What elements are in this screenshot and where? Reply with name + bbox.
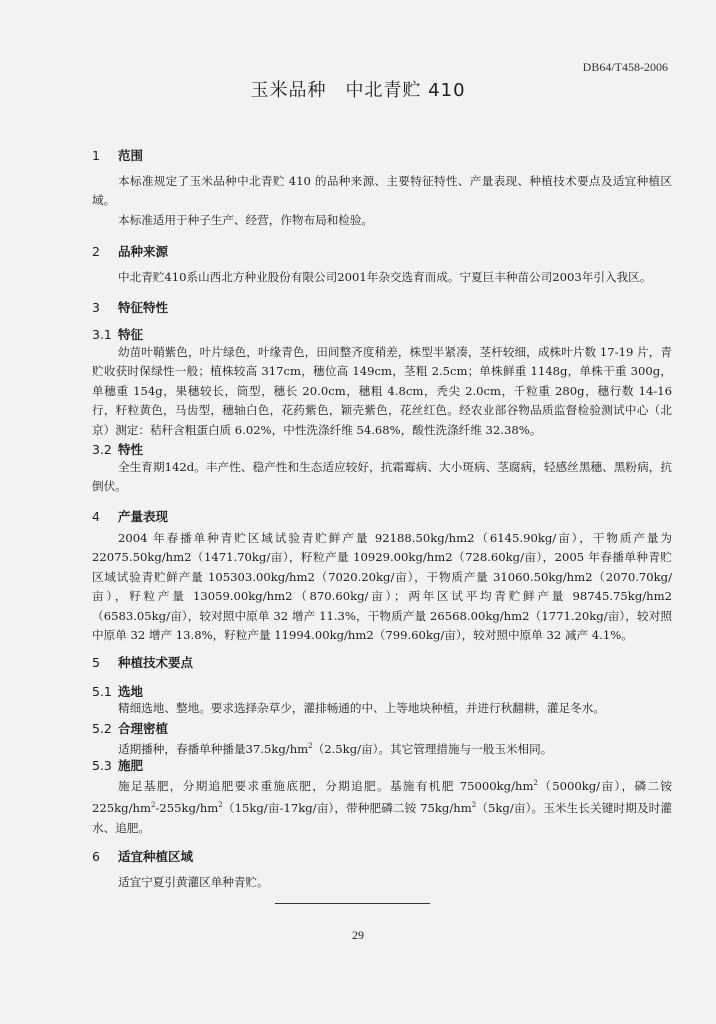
section-3-1-heading — [92, 325, 143, 343]
subsection-title: 施肥 — [118, 758, 144, 773]
section-5-1-paragraph: 精细选地、整地。要求选择杂草少，灌排畅通的中、上等地块种植，并进行秋翻耕，灌足冬水。 — [118, 701, 605, 715]
section-5-2-paragraph — [92, 737, 672, 759]
text-run: （5000kg/亩），磷二铵 225kg/hm — [92, 779, 672, 816]
superscript: 2 — [218, 801, 223, 810]
document-code: DB64/T458-2006 — [582, 60, 668, 74]
section-title: 种植技术要点 — [118, 655, 194, 670]
text-run: 施足基肥，分期追肥要求重施底肥，分期追肥。基施有机肥 75000kg/hm — [118, 779, 534, 793]
section-5-3-heading — [92, 756, 143, 774]
text-run: -255kg/hm — [155, 801, 219, 816]
section-1-heading — [92, 146, 143, 164]
subsection-title: 合理密植 — [118, 721, 169, 736]
section-6-heading — [92, 847, 193, 865]
section-number: 1 — [92, 148, 100, 163]
subsection-title: 特征 — [118, 327, 144, 342]
page-number: 29 — [352, 928, 364, 942]
subsection-number: 5.2 — [92, 721, 112, 736]
section-3-2-heading — [92, 440, 143, 458]
section-title: 品种来源 — [118, 244, 169, 259]
section-4-paragraph: 2004 年春播单种青贮区域试验青贮鲜产量 92188.50kg/hm2（6145.90kg/亩），干物质产量为 22075.50kg/hm2（1471.70kg/亩），籽粒产量 10929.00kg/hm2（728.60kg/亩），2005 年春播单种青贮区域试验青贮鲜产量 105303.00kg/hm2（7020.20kg/亩），干物质产量 31060.50kg/hm2（2070.70kg/亩），籽粒产量 13059.00kg/hm2（870.60kg/亩）；两年区试平均青贮鲜产量 98745.75kg/hm2（6583.05kg/亩），较对照中原单 32 增产 11.3%，干物质产量 26568.00kg/hm2（1771.20kg/亩），较对照中原单 32 增产 13.8%，籽粒产量 11994.00kg/hm2（799.60kg/亩），较对照中原单 32 减产 4.1%。 — [92, 531, 672, 643]
section-5-heading — [92, 653, 193, 671]
subsection-title: 特性 — [118, 442, 144, 457]
section-1-paragraph-2: 本标准适用于种子生产、经营，作物布局和检验。 — [118, 213, 374, 227]
section-2-paragraph: 中北青贮410系山西北方种业股份有限公司2001年杂交选育而成。宁夏巨丰种苗公司2003年引入我区。 — [118, 270, 652, 284]
section-5-3-paragraph — [92, 774, 672, 838]
subsection-number: 5.1 — [92, 684, 112, 699]
section-6-paragraph: 适宜宁夏引黄灌区单种青贮。 — [118, 875, 269, 889]
section-number: 2 — [92, 244, 100, 259]
section-5-2-heading — [92, 719, 168, 737]
text-run: （15kg/亩-17kg/亩），带种肥磷二铵 75kg/hm — [222, 801, 472, 816]
section-title: 适宜种植区域 — [118, 849, 194, 864]
superscript: 2 — [150, 801, 156, 810]
document-title: 玉米品种 中北青贮 410 — [250, 80, 466, 101]
subsection-number: 3.2 — [92, 442, 112, 457]
section-5-1-heading — [92, 682, 143, 700]
section-title: 特征特性 — [118, 300, 169, 315]
superscript: 2 — [471, 801, 477, 810]
superscript: 2 — [308, 742, 313, 750]
section-3-1-paragraph: 幼苗叶鞘紫色，叶片绿色，叶缘青色，田间整齐度稍差，株型半紧凑，茎杆较细，成株叶片数 17-19 片，青贮收获时保绿性一般；植株较高 317cm，穗位高 149cm，茎粗 2.5cm；单株鲜重 1148g，单株干重 300g，单穗重 154g，果穗较长，筒型，穗长 20.0cm，穗粗 4.8cm，秃尖 2.0cm，千粒重 280g，穗行数 14-16 行，籽粒黄色，马齿型，穗轴白色，花药紫色，颖壳紫色，花丝红色。经农业部谷物品质监督检验测试中心（北京）测定：秸秆含粗蛋白质 6.02%，中性洗涤纤维 54.68%，酸性洗涤纤维 32.38%。 — [92, 345, 673, 437]
text-run: （5kg/亩）。玉米生长关键时期及时灌水、追肥。 — [92, 801, 672, 835]
section-2-heading — [92, 242, 168, 260]
section-3-2-paragraph: 全生育期142d。丰产性、稳产性和生态适应较好，抗霜霉病、大小斑病、茎腐病，轻感丝黑穗、黑粉病，抗倒伏。 — [92, 460, 672, 494]
section-number: 5 — [92, 655, 100, 670]
section-title: 范围 — [118, 148, 144, 163]
section-number: 3 — [92, 300, 100, 315]
section-3-heading — [92, 298, 168, 316]
section-4-heading — [92, 507, 168, 525]
subsection-number: 5.3 — [92, 758, 112, 773]
section-number: 4 — [92, 509, 100, 524]
section-1-paragraph-1: 本标准规定了玉米品种中北青贮 410 的品种来源、主要特征特性、产量表现、种植技术要点及适宜种植区域。 — [92, 174, 672, 208]
section-number: 6 — [92, 849, 100, 864]
superscript: 2 — [533, 779, 538, 787]
text-run: 适期播种，春播单种播量37.5kg/hm — [118, 742, 309, 756]
footer-divider — [275, 903, 430, 904]
subsection-title: 选地 — [118, 684, 144, 699]
section-title: 产量表现 — [118, 509, 169, 524]
subsection-number: 3.1 — [92, 327, 112, 342]
text-run: （2.5kg/亩）。其它管理措施与一般玉米相同。 — [312, 742, 553, 756]
